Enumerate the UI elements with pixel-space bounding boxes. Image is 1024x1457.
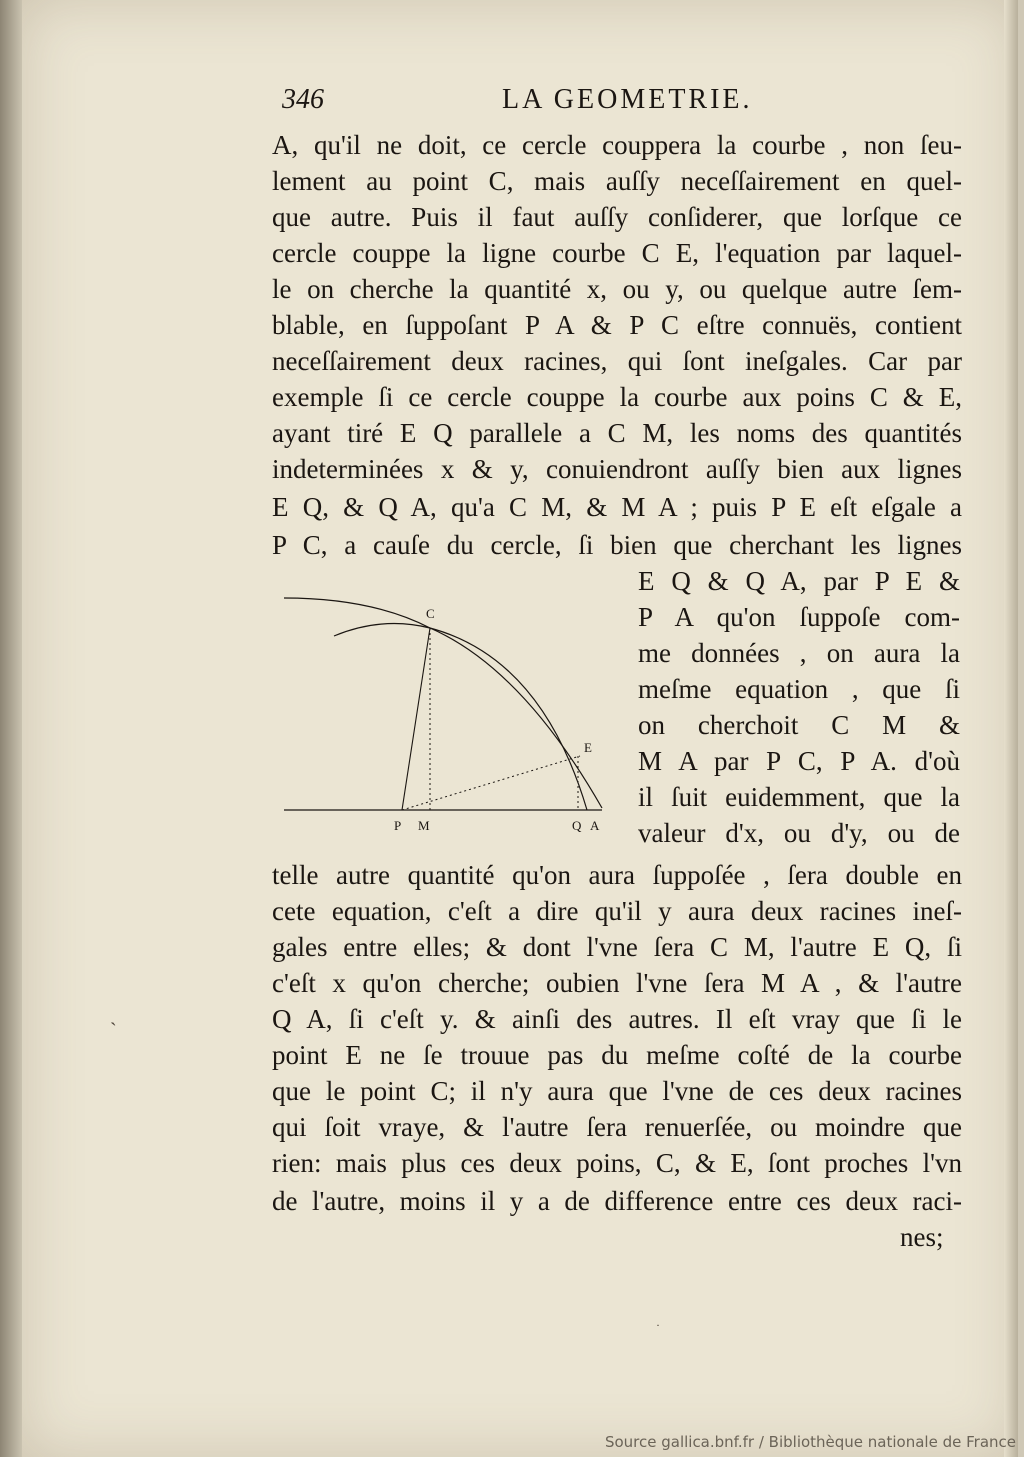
line-pc bbox=[402, 628, 430, 810]
label-p: P bbox=[394, 818, 402, 833]
text-line: point E ne ſe trouue pas du meſme coſté de la courbe bbox=[272, 1040, 962, 1070]
label-e: E bbox=[584, 740, 592, 755]
circle-arc bbox=[334, 624, 587, 811]
side-text-line: on cherchoit C M & bbox=[638, 710, 960, 740]
page-edge bbox=[1004, 0, 1018, 1457]
geometry-figure bbox=[282, 588, 622, 838]
ink-mark: ˎ bbox=[110, 1004, 117, 1026]
text-line: de l'autre, moins il y a de difference entre ces deux raci- bbox=[272, 1186, 962, 1216]
source-credit: Source gallica.bnf.fr / Bibliothèque nationale de France bbox=[604, 1433, 1016, 1451]
label-a: A bbox=[590, 818, 600, 833]
running-head bbox=[282, 84, 962, 124]
label-m: M bbox=[418, 818, 430, 833]
text-line: exemple ſi ce cercle couppe la courbe aux poins C & E, bbox=[272, 382, 962, 412]
binding-edge bbox=[0, 0, 24, 1457]
label-q: Q bbox=[572, 818, 582, 833]
line-pe bbox=[402, 756, 580, 810]
text-line: ayant tiré E Q parallele a C M, les noms des quantités bbox=[272, 418, 962, 448]
text-line: qui ſoit vraye, & l'autre ſera renuerſée, ou moindre que bbox=[272, 1112, 962, 1142]
text-line: gales entre elles; & dont l'vne ſera C M, l'autre E Q, ſi bbox=[272, 932, 962, 962]
text-line: E Q, & Q A, qu'a C M, & M A ; puis P E eſt eſgale a bbox=[272, 492, 962, 522]
text-line: Q A, ſi c'eſt y. & ainſi des autres. Il eſt vray que ſi le bbox=[272, 1004, 962, 1034]
ink-mark: · bbox=[656, 1318, 660, 1332]
curve-ce bbox=[284, 598, 602, 808]
text-line: c'eſt x qu'on cherche; oubien l'vne ſera M A , & l'autre bbox=[272, 968, 962, 998]
catchword: nes; bbox=[900, 1222, 944, 1252]
text-line: cercle couppe la ligne courbe C E, l'equation par laquel- bbox=[272, 238, 962, 268]
side-text-line: P A qu'on ſuppoſe com- bbox=[638, 602, 960, 632]
text-line: indeterminées x & y, conuiendront auſſy bien aux lignes bbox=[272, 454, 962, 484]
side-text-line: meſme equation , que ſi bbox=[638, 674, 960, 704]
text-line: que le point C; il n'y aura que l'vne de ces deux racines bbox=[272, 1076, 962, 1106]
side-text-line: M A par P C, P A. d'où bbox=[638, 746, 960, 776]
label-c: C bbox=[426, 606, 435, 621]
text-line: le on cherche la quantité x, ou y, ou quelque autre ſem- bbox=[272, 274, 962, 304]
text-line: rien: mais plus ces deux poins, C, & E, ſont proches l'vn bbox=[272, 1148, 962, 1178]
text-line: lement au point C, mais auſſy neceſſairement en quel- bbox=[272, 166, 962, 196]
side-text-line: valeur d'x, ou d'y, ou de bbox=[638, 818, 960, 848]
running-title: LA GEOMETRIE. bbox=[502, 84, 753, 115]
text-line: blable, en ſuppoſant P A & P C eſtre connuës, contient bbox=[272, 310, 962, 340]
text-line: neceſſairement deux racines, qui ſont ineſgales. Car par bbox=[272, 346, 962, 376]
text-line: telle autre quantité qu'on aura ſuppoſée , ſera double en bbox=[272, 860, 962, 890]
text-line: P C, a cauſe du cercle, ſi bien que cherchant les lignes bbox=[272, 530, 962, 560]
side-text-line: il ſuit euidemment, que la bbox=[638, 782, 960, 812]
figure-diagram bbox=[282, 588, 622, 838]
text-line: cete equation, c'eſt a dire qu'il y aura deux racines ineſ- bbox=[272, 896, 962, 926]
text-line: A, qu'il ne doit, ce cercle couppera la courbe , non ſeu- bbox=[272, 130, 962, 160]
text-line: que autre. Puis il faut auſſy conſiderer, que lorſque ce bbox=[272, 202, 962, 232]
page-number: 346 bbox=[282, 84, 324, 115]
side-text-line: me données , on aura la bbox=[638, 638, 960, 668]
side-text-line: E Q & Q A, par P E & bbox=[638, 566, 960, 596]
